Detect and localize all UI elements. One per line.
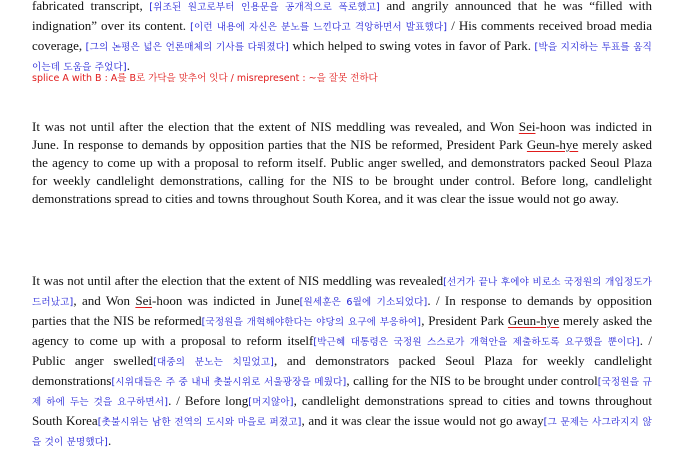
paragraph-annotated-2 — [32, 272, 652, 452]
english-text: . — [108, 433, 112, 448]
korean-translation: [머지않아] — [248, 397, 294, 408]
english-text: , and Won — [73, 293, 136, 308]
flagged-word: Geun-hye — [526, 137, 579, 152]
english-text: merely asked the agency to come up with a proposal to reform itself — [32, 313, 652, 348]
english-text: -hoon was indicted in June. In response to demands by opposition parties that the NIS be reformed, President Park — [32, 119, 652, 152]
english-text: . / Before long — [168, 393, 249, 408]
paragraph-plain — [32, 118, 652, 208]
english-text: It was not until after the election that the extent of NIS meddling was revealed, and Won — [32, 119, 519, 134]
korean-translation: [이런 내용에 자신은 분노를 느낀다고 격앙하면서 발표했다] — [190, 22, 448, 33]
paragraph-annotated-1 — [32, 0, 652, 77]
korean-translation: [시위대들은 주 중 내내 촛불시위로 서울광장을 메웠다] — [111, 377, 347, 388]
english-text: It was not until after the election that the extent of NIS meddling was revealed — [32, 273, 444, 288]
flagged-word: Sei — [518, 119, 536, 134]
korean-translation: [촛불시위는 남한 전역의 도시와 마을로 퍼졌고] — [97, 417, 302, 428]
flagged-word: Geun-hye — [507, 313, 560, 328]
korean-translation: [그 문제는 사그라지지 않을 것이 분명했다] — [32, 417, 652, 448]
english-text: , candlelight demonstrations spread to cities and towns throughout South Korea — [32, 393, 652, 428]
english-text: fabricated transcript, — [32, 0, 150, 13]
korean-translation: [박을 지지하는 투표를 움직이는데 도움을 주었다] — [32, 42, 653, 73]
english-text: . / In response to demands by opposition parties that the NIS be reformed — [32, 293, 652, 328]
flagged-word: Sei — [135, 293, 152, 308]
english-text: , calling for the NIS to be brought under control — [346, 373, 598, 388]
korean-translation: [선거가 끝나 후에야 비로소 국정원의 개입정도가 드러났고] — [32, 277, 653, 308]
english-text: . — [126, 58, 130, 73]
english-text: . / Public anger swelled — [32, 333, 652, 368]
english-text: , and it was clear the issue would not go away — [301, 413, 544, 428]
korean-translation: [위조된 원고로부터 인용문을 공개적으로 폭로했고] — [149, 2, 380, 13]
vocabulary-note: splice A with B : A를 B로 가닥을 맞추어 잇다 / misrepresent : ~을 잘못 전하다 — [32, 73, 378, 84]
english-text: merely asked the agency to come up with a proposal to reform itself. Public anger swelled, and demonstrators packed Seoul Plaza for weekly candlelight demonstrations, calling for the NIS to be brought under control. Before long, candlelight demonstrations spread to cities and towns throughout South Korea, and it was clear the issue would not go away. — [32, 137, 652, 206]
english-text: / His comments received broad media coverage, — [32, 18, 652, 53]
korean-translation: [원세훈은 6월에 기소되었다] — [299, 297, 428, 308]
english-text: , and demonstrators packed Seoul Plaza for weekly candlelight demonstrations — [32, 353, 653, 388]
english-text: , President Park — [421, 313, 508, 328]
english-text: and angrily announced that he was “filled with indignation” over its content. — [32, 0, 653, 33]
english-text: which helped to swing votes in favor of Park. — [289, 38, 535, 53]
korean-translation: [대중의 분노는 치밀었고] — [153, 357, 274, 368]
korean-translation: [국정원을 규제 하에 두는 것을 요구하면서] — [32, 377, 652, 408]
korean-translation: [박근혜 대통령은 국정원 스스로가 개혁안을 제출하도록 요구했을 뿐이다] — [313, 337, 640, 348]
korean-translation: [국정원을 개혁해야한다는 야당의 요구에 부응하여] — [201, 317, 422, 328]
korean-translation: [그의 논평은 넓은 언론매체의 기사를 다뤄졌다] — [85, 42, 290, 53]
english-text: -hoon was indicted in June — [152, 293, 300, 308]
